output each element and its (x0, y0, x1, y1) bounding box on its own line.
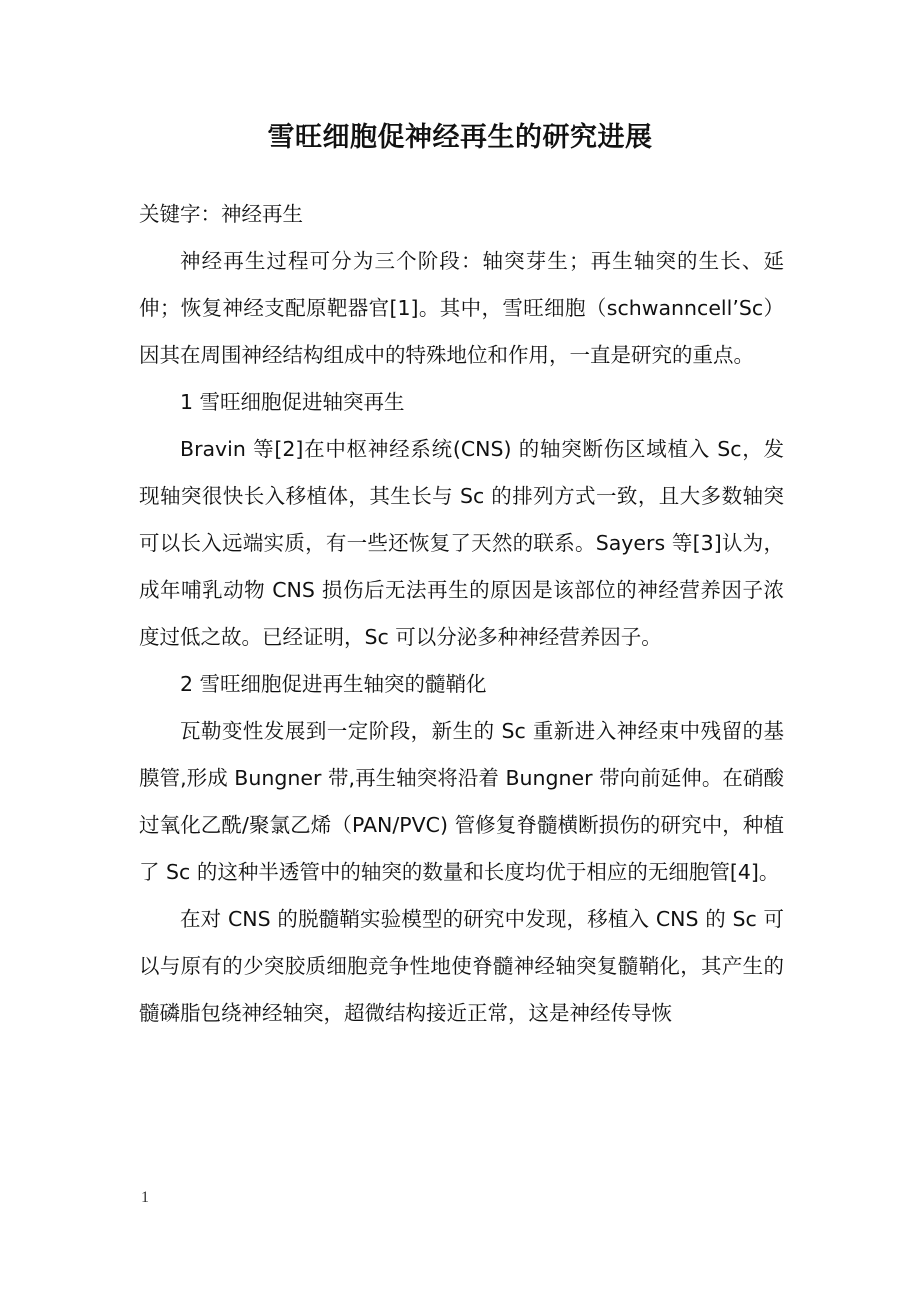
page-number: 1 (141, 1189, 149, 1206)
paragraph-section-2a: 瓦勒变性发展到一定阶段，新生的 Sc 重新进入神经束中残留的基膜管,形成 Bungner 带,再生轴突将沿着 Bungner 带向前延伸。在硝酸过氧化乙酰/聚氯乙烯（PAN/PVC) 管修复脊髓横断损伤的研究中，种植了 Sc 的这种半透管中的轴突的数量和长度均优于相应的无细胞管[4]。 (139, 719, 784, 884)
document-body (139, 191, 784, 1037)
keywords-line: 关键字：神经再生 (139, 202, 303, 226)
paragraph-section-2b: 在对 CNS 的脱髓鞘实验模型的研究中发现，移植入 CNS 的 Sc 可以与原有的少突胶质细胞竞争性地使脊髓神经轴突复髓鞘化，其产生的髓磷脂包绕神经轴突，超微结构接近正常，这是神经传导恢 (139, 907, 784, 1025)
section-heading-1: 1 雪旺细胞促进轴突再生 (180, 390, 405, 414)
section-heading-2: 2 雪旺细胞促进再生轴突的髓鞘化 (180, 672, 487, 696)
paragraph-intro: 神经再生过程可分为三个阶段：轴突芽生；再生轴突的生长、延伸；恢复神经支配原靶器官[1]。其中，雪旺细胞（schwanncell’Sc）因其在周围神经结构组成中的特殊地位和作用，一直是研究的重点。 (139, 249, 784, 367)
document-title: 雪旺细胞促神经再生的研究进展 (267, 122, 653, 153)
paragraph-section-1: Bravin 等[2]在中枢神经系统(CNS) 的轴突断伤区域植入 Sc，发现轴突很快长入移植体，其生长与 Sc 的排列方式一致，且大多数轴突可以长入远端实质，有一些还恢复了天然的联系。Sayers 等[3]认为，成年哺乳动物 CNS 损伤后无法再生的原因是该部位的神经营养因子浓度过低之故。已经证明，Sc 可以分泌多种神经营养因子。 (139, 437, 784, 649)
